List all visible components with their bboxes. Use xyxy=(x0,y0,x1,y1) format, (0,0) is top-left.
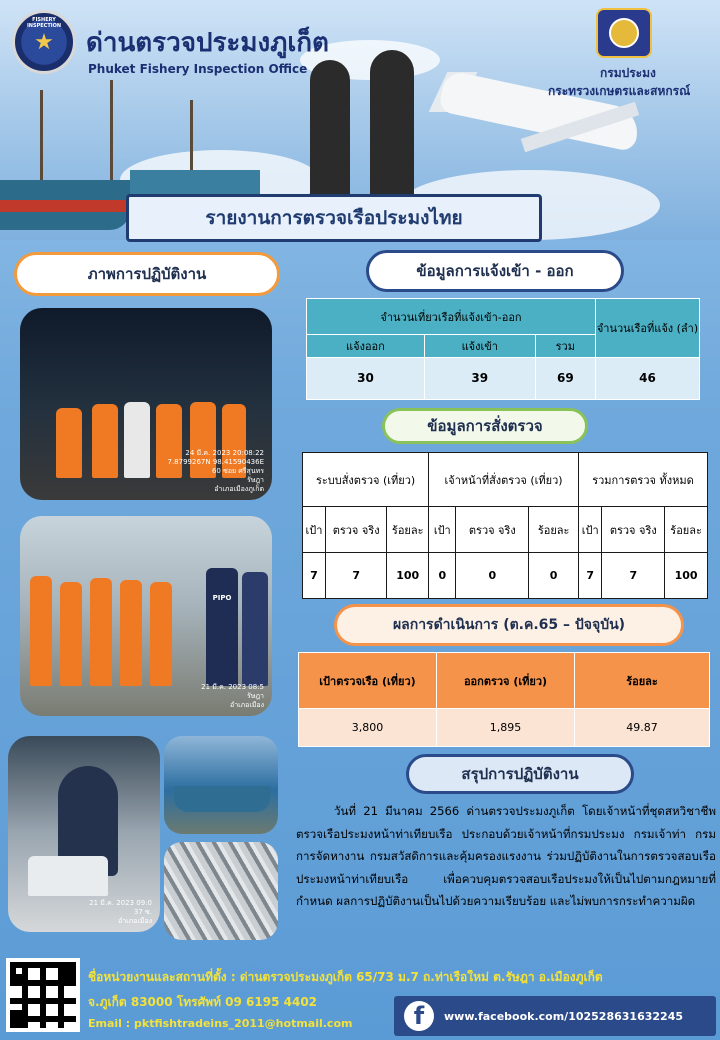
department-name: กรมประมง xyxy=(600,66,656,80)
order-group-system: ระบบสั่งตรวจ (เที่ยว) xyxy=(303,453,429,507)
facebook-link[interactable] xyxy=(394,996,716,1036)
order-value: 100 xyxy=(665,553,708,599)
col-notice-out: แจ้งออก xyxy=(307,335,425,357)
report-title: รายงานการตรวจเรือประมงไทย xyxy=(126,194,542,242)
order-group-officer: เจ้าหน้าที่สั่งตรวจ (เที่ยว) xyxy=(429,453,579,507)
col-percent: ร้อยละ xyxy=(529,507,579,553)
order-table xyxy=(302,452,708,599)
order-value: 0 xyxy=(429,553,456,599)
notice-section-title: ข้อมูลการแจ้งเข้า - ออก xyxy=(366,250,624,292)
notice-table xyxy=(306,298,700,400)
col-actual: ตรวจ จริง xyxy=(456,507,529,553)
ministry-name: กระทรวงเกษตรและสหกรณ์ xyxy=(548,84,691,98)
person-figure xyxy=(92,404,118,478)
person-figure xyxy=(56,408,82,478)
document-paper xyxy=(28,856,108,896)
col-percent: ร้อยละ xyxy=(387,507,429,553)
operation-photo-3 xyxy=(8,736,160,932)
statue-figure xyxy=(370,50,414,200)
order-group-total: รวมการตรวจ ทั้งหมด xyxy=(578,453,707,507)
office-name-th: ด่านตรวจประมงภูเก็ต xyxy=(86,28,329,58)
summary-paragraph: วันที่ 21 มีนาคม 2566 ด่านตรวจประมงภูเก็ต โดยเจ้าหน้าที่ชุดสหวิชาชีพตรวจเรือประมงหน้าท่าเทียบเรือ ประกอบด้วยเจ้าหน้าที่กรมประมง กรมเจ้าท่า กรมการจัดหางาน กรมสวัสดิการและคุ้มครองแรงงาน ร่วมปฏิบัติงานในการตรวจสอบเรือประมงหน้าท่าเทียบเรือ เพื่อควบคุมตรวจสอบเรือประมงให้เป็นไปตามกฎหมายที่กำหนด ผลการปฏิบัติงานเป็นไปด้วยความเรียบร้อย และไม่พบการกระทำความผิด xyxy=(296,804,716,909)
address-line-2: จ.ภูเก็ต 83000 โทรศัพท์ 09 6195 4402 xyxy=(88,995,318,1009)
order-value: 100 xyxy=(387,553,429,599)
address-line-1: ชื่อหน่วยงานและสถานที่ตั้ง : ด่านตรวจประมงภูเก็ต 65/73 ม.7 ถ.ท่าเรือใหม่ ต.รัษฎา อ.เมืองภูเก็ต xyxy=(88,970,603,984)
vest-label: PIPO xyxy=(212,594,232,602)
photos-section-title: ภาพการปฏิบัติงาน xyxy=(14,252,280,296)
facebook-url[interactable]: www.facebook.com/102528631632245 xyxy=(444,1009,683,1023)
officer-figure xyxy=(206,568,238,686)
value-result-percent: 49.87 xyxy=(575,709,710,747)
facebook-icon: f xyxy=(404,1001,434,1031)
value-notice-in: 39 xyxy=(424,357,535,399)
order-value: 7 xyxy=(303,553,326,599)
col-result-inspected: ออกตรวจ (เที่ยว) xyxy=(437,653,575,709)
value-result-inspected: 1,895 xyxy=(437,709,575,747)
value-notice-total: 69 xyxy=(535,357,595,399)
seal-icon xyxy=(609,18,639,48)
qr-code[interactable] xyxy=(6,958,80,1032)
boats-header: จำนวนเรือที่แจ้ง (ลำ) xyxy=(596,299,700,358)
trips-header: จำนวนเที่ยวเรือที่แจ้งเข้า-ออก xyxy=(307,299,596,335)
logo-ring-text: FISHERY INSPECTION xyxy=(26,17,62,29)
photo-timestamp: 21 มี.ค. 2023 08:5 รัษฎา อำเภอเมือง xyxy=(201,683,264,709)
officer-figure xyxy=(242,572,268,686)
col-target: เป้า xyxy=(429,507,456,553)
order-value: 0 xyxy=(529,553,579,599)
col-result-target: เป้าตรวจเรือ (เที่ยว) xyxy=(299,653,437,709)
value-notice-out: 30 xyxy=(307,357,425,399)
col-actual: ตรวจ จริง xyxy=(602,507,665,553)
person-figure xyxy=(150,582,172,686)
fishing-boat-photo xyxy=(164,736,278,834)
order-section-title: ข้อมูลการสั่งตรวจ xyxy=(382,408,588,444)
col-target: เป้า xyxy=(578,507,601,553)
result-section-title: ผลการดำเนินการ (ต.ค.65 – ปัจจุบัน) xyxy=(334,604,684,646)
col-actual: ตรวจ จริง xyxy=(325,507,386,553)
order-value: 7 xyxy=(602,553,665,599)
order-value: 7 xyxy=(578,553,601,599)
fishery-inspection-logo xyxy=(12,10,76,74)
col-target: เป้า xyxy=(303,507,326,553)
operation-photo-2 xyxy=(20,516,272,716)
photo-timestamp: 21 มี.ค. 2023 09:0 37 ซ. อำเภอเมือง xyxy=(89,899,152,925)
order-value: 0 xyxy=(456,553,529,599)
department-seal-logo xyxy=(596,8,652,58)
person-figure xyxy=(90,578,112,686)
photo-timestamp: 24 มี.ค. 2023 20:08:22 7.8799267N 98.41590436E 60 ซอย ศรีสุนทร รัษฎา อำเภอเมืองภูเก็ต xyxy=(167,449,264,493)
boat-hull xyxy=(174,786,270,812)
value-result-target: 3,800 xyxy=(299,709,437,747)
star-icon: ★ xyxy=(34,29,54,55)
col-result-percent: ร้อยละ xyxy=(575,653,710,709)
person-figure xyxy=(60,582,82,686)
office-name-en: Phuket Fishery Inspection Office xyxy=(88,62,308,76)
statue-figure xyxy=(310,60,350,200)
summary-section-title: สรุปการปฏิบัติงาน xyxy=(406,754,634,794)
person-figure xyxy=(30,576,52,686)
order-value: 7 xyxy=(325,553,386,599)
col-notice-total: รวม xyxy=(535,335,595,357)
boat-stripe xyxy=(0,200,130,212)
operation-photo-1 xyxy=(20,308,272,500)
col-notice-in: แจ้งเข้า xyxy=(424,335,535,357)
email-address[interactable]: Email : pktfishtradeins_2011@hotmail.com xyxy=(88,1017,353,1030)
result-table xyxy=(298,652,710,747)
fish-catch-photo xyxy=(164,842,278,940)
value-notice-boats: 46 xyxy=(596,357,700,399)
person-figure xyxy=(120,580,142,686)
person-figure xyxy=(124,402,150,478)
col-percent: ร้อยละ xyxy=(665,507,708,553)
